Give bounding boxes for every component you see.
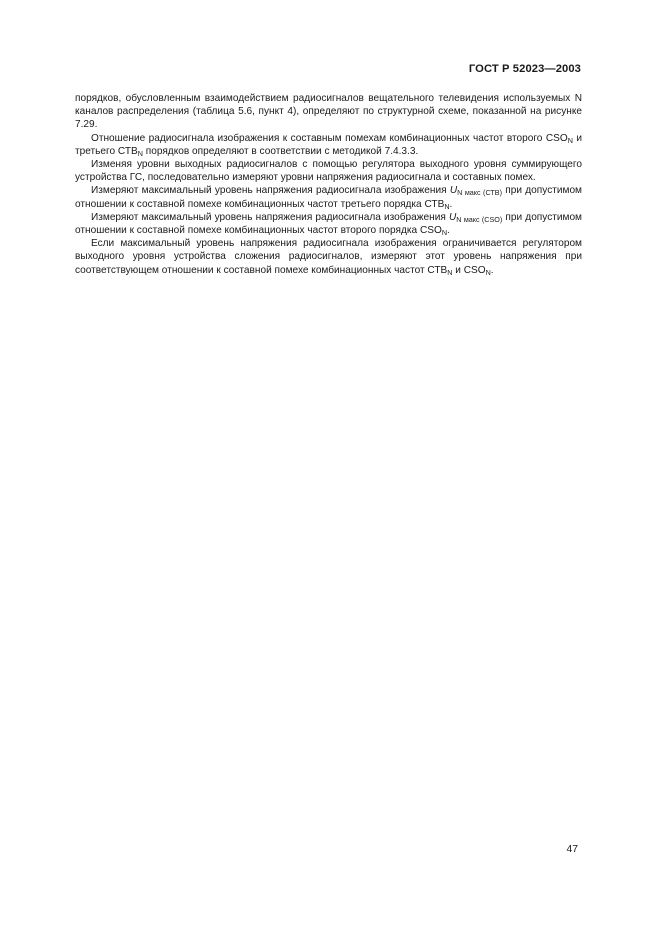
subscript: N макс (CSO) <box>456 214 503 224</box>
subscript: N макс (СТВ) <box>457 188 502 198</box>
subscript: N <box>137 148 143 158</box>
paragraph-6-text: . <box>490 264 494 276</box>
paragraph-2 <box>75 132 582 158</box>
paragraph-4-text: . <box>449 198 453 210</box>
variable-u: U <box>449 185 458 197</box>
paragraph-5-text: Измеряют максимальный уровень напряжения радиосигнала изображения <box>91 211 449 223</box>
subscript: N <box>485 267 491 277</box>
document-header-standard-code: ГОСТ Р 52023—2003 <box>468 63 581 75</box>
subscript: N <box>444 201 450 211</box>
subscript: N <box>567 135 573 145</box>
paragraph-5 <box>75 211 582 237</box>
subscript: N <box>441 228 448 238</box>
paragraph-1: порядков, обусловленным взаимодействием радиосигналов вещательного телевидения используемых N каналов распределения (таблица 5.6, пункт 4), определяют по структурной схеме, показанной на рисунке 7.29. <box>75 93 582 131</box>
paragraph-4-text: Измеряют максимальный уровень напряжения радиосигнала изображения <box>91 185 450 197</box>
variable-u: U <box>448 211 457 223</box>
paragraph-6-text: и CSO <box>452 264 486 276</box>
body-text <box>75 92 582 277</box>
paragraph-5-text: при допустимом отношении к составной помехе комбинационных частот второго порядка CSO <box>75 211 583 237</box>
paragraph-5-text: . <box>447 225 450 237</box>
paragraph-3: Изменяя уровни выходных радиосигналов с помощью регулятора выходного уровня суммирующего устройства ГС, последовательно измеряют уровни напряжения радиосигнала и составных помех. <box>75 159 582 184</box>
subscript: N <box>447 267 453 277</box>
paragraph-2-text: и третьего СТВ <box>75 132 582 157</box>
paragraph-2-text: порядков определяют в соответствии с методикой 7.4.3.3. <box>142 145 419 157</box>
paragraph-6 <box>75 237 582 277</box>
paragraph-6-text: Если максимальный уровень напряжения радиосигнала изображения ограничивается регулятором выходного уровня устройства сложения радиосигналов, измеряют этот уровень напряжения при соответствующем отношении к составной помехе комбинационных частот СТВ <box>75 238 582 276</box>
page-number: 47 <box>566 844 578 855</box>
paragraph-2-text: Отношение радиосигнала изображения к составным помехам комбинационных частот второго CSO <box>91 132 568 144</box>
paragraph-4 <box>75 184 582 210</box>
paragraph-4-text: при допустимом отношении к составной помехе комбинационных частот третьего порядка СТВ <box>75 185 582 210</box>
